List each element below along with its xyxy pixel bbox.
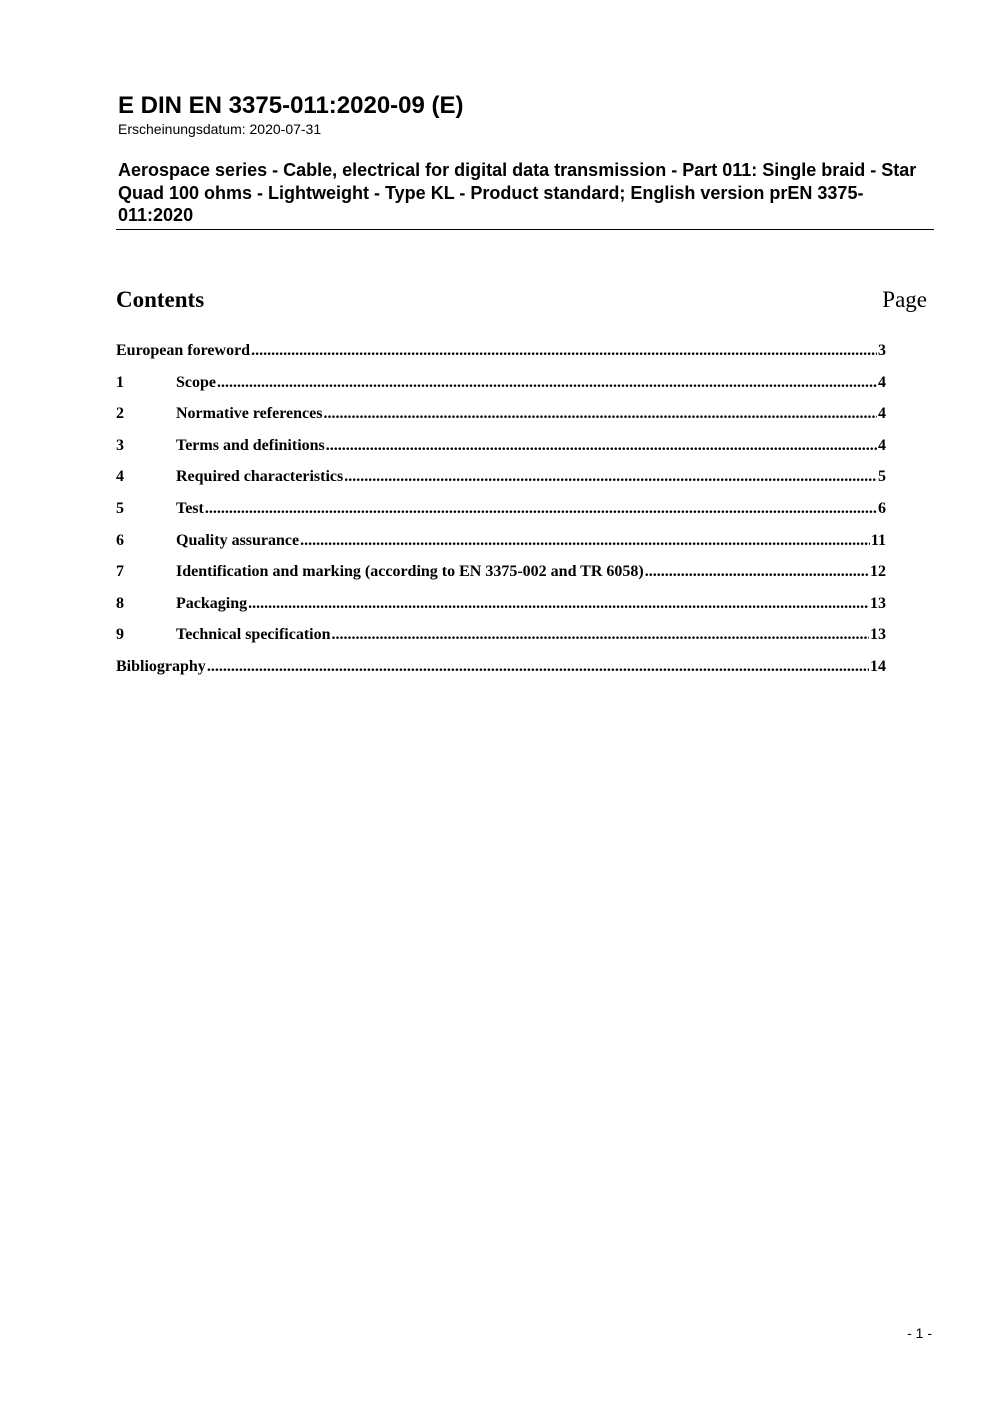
toc-entry-title: Quality assurance bbox=[176, 531, 300, 549]
toc-entry-title: Terms and definitions bbox=[176, 436, 325, 454]
toc-dot-leader bbox=[217, 371, 877, 395]
toc-dot-leader bbox=[323, 402, 877, 426]
toc-entry-terms-and-definitions[interactable] bbox=[116, 434, 886, 466]
toc-entry-page: 4 bbox=[878, 405, 886, 423]
toc-entry-quality-assurance[interactable] bbox=[116, 529, 886, 561]
toc-entry-bibliography[interactable] bbox=[116, 655, 886, 687]
toc-dot-leader bbox=[205, 497, 877, 521]
toc-entry-number: 9 bbox=[116, 626, 124, 644]
toc-entry-title: Normative references bbox=[176, 405, 323, 423]
toc-dot-leader bbox=[248, 592, 869, 616]
toc-dot-leader bbox=[300, 529, 870, 553]
toc-entry-number: 5 bbox=[116, 499, 124, 517]
toc-entry-title: Technical specification bbox=[176, 626, 331, 644]
toc-entry-title: Required characteristics bbox=[176, 468, 344, 486]
toc-entry-page: 12 bbox=[870, 563, 886, 581]
title-divider bbox=[116, 229, 934, 230]
toc-entry-title: Bibliography bbox=[116, 657, 206, 675]
contents-heading: Contents bbox=[116, 287, 205, 312]
toc-entry-title: European foreword bbox=[116, 342, 251, 359]
toc-entry-required-characteristics[interactable] bbox=[116, 465, 886, 497]
toc-entry-page: 14 bbox=[870, 657, 886, 675]
toc-entry-page: 13 bbox=[870, 626, 886, 644]
toc-entry-number: 6 bbox=[116, 531, 124, 549]
toc-entry-number: 8 bbox=[116, 594, 124, 612]
toc-dot-leader bbox=[326, 434, 877, 458]
toc-entry-foreword[interactable] bbox=[116, 339, 886, 371]
publication-date: Erscheinungsdatum: 2020-07-31 bbox=[118, 121, 322, 137]
toc-entry-title: Test bbox=[176, 499, 204, 517]
toc-entry-number: 1 bbox=[116, 373, 124, 391]
table-of-contents bbox=[116, 339, 886, 687]
toc-entry-page: 13 bbox=[870, 594, 886, 612]
toc-entry-title: Identification and marking (according to EN 3375-002 and TR 6058) bbox=[176, 563, 644, 581]
toc-dot-leader bbox=[645, 560, 869, 584]
toc-entry-packaging[interactable] bbox=[116, 592, 886, 624]
toc-entry-test[interactable] bbox=[116, 497, 886, 529]
toc-entry-page: 4 bbox=[878, 373, 886, 391]
toc-entry-number: 4 bbox=[116, 468, 124, 486]
toc-entry-number: 3 bbox=[116, 436, 124, 454]
toc-entry-title: Packaging bbox=[176, 594, 248, 612]
toc-entry-number: 2 bbox=[116, 405, 124, 423]
page-column-heading: Page bbox=[882, 287, 927, 312]
toc-entry-page: 4 bbox=[878, 436, 886, 454]
toc-entry-page: 11 bbox=[870, 531, 886, 549]
toc-dot-leader bbox=[207, 655, 869, 679]
toc-entry-technical-specification[interactable] bbox=[116, 623, 886, 655]
toc-entry-page: 5 bbox=[878, 468, 886, 486]
page-number: - 1 - bbox=[907, 1325, 932, 1341]
toc-entry-number: 7 bbox=[116, 563, 124, 581]
document-title: Aerospace series - Cable, electrical for digital data transmission - Part 011: Single braid - Star Quad 100 ohms - Lightweight - Type KL - Product standard; English version prEN 3375-011:2020 bbox=[118, 160, 917, 225]
toc-dot-leader bbox=[332, 623, 869, 647]
toc-entry-page: 3 bbox=[878, 342, 886, 359]
toc-entry-page: 6 bbox=[878, 499, 886, 517]
toc-dot-leader bbox=[251, 339, 877, 363]
toc-entry-title: Scope bbox=[176, 373, 216, 391]
toc-entry-scope[interactable] bbox=[116, 371, 886, 403]
toc-entry-normative-references[interactable] bbox=[116, 402, 886, 434]
toc-entry-identification-and-marking[interactable] bbox=[116, 560, 886, 592]
toc-dot-leader bbox=[344, 465, 877, 489]
document-id: E DIN EN 3375-011:2020-09 (E) bbox=[118, 92, 464, 119]
